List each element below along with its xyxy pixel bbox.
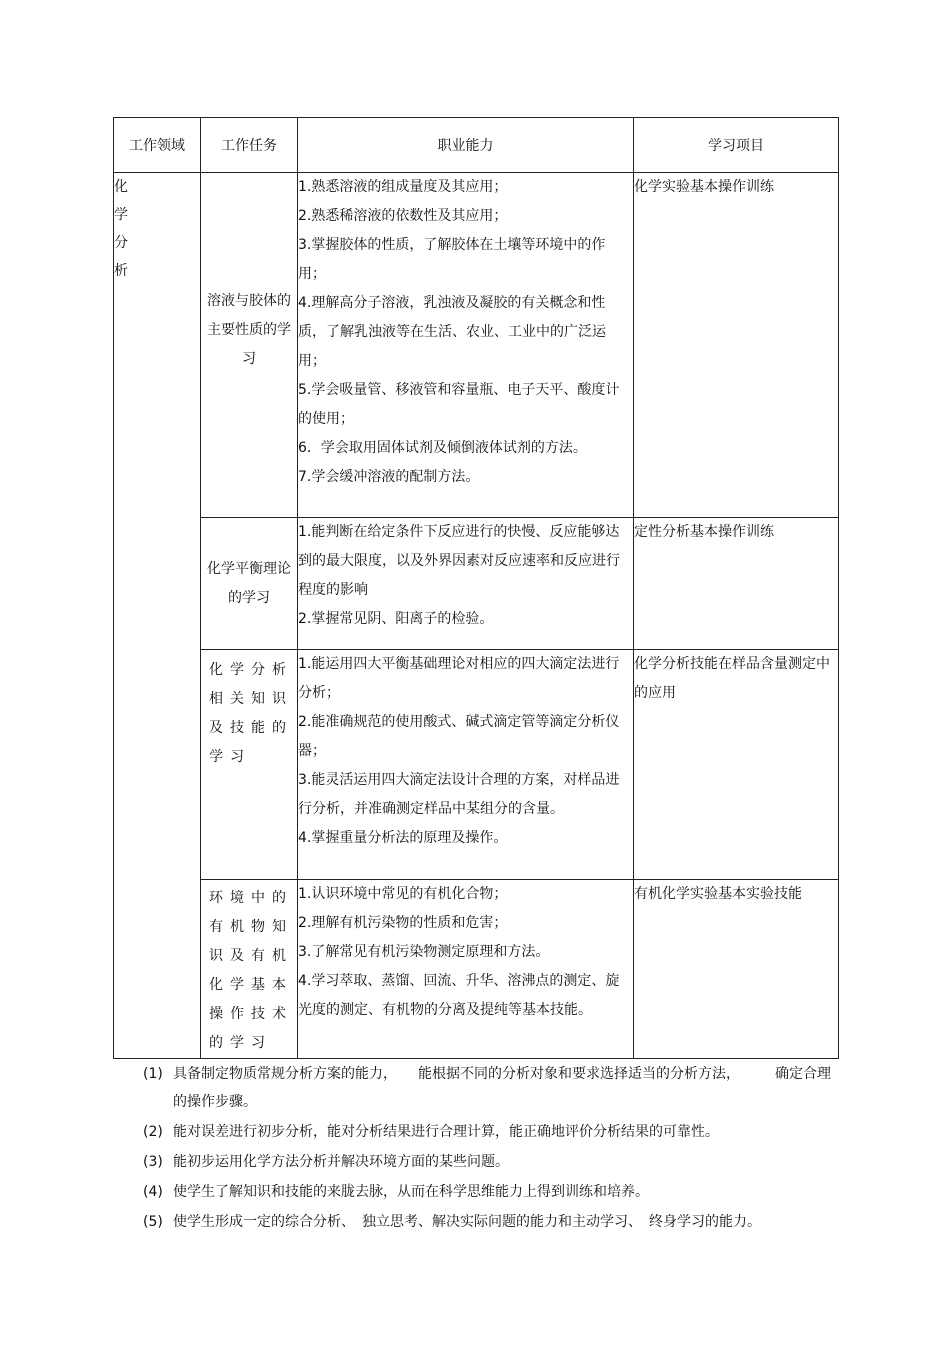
ability-cell <box>298 518 634 650</box>
ability-item: 1.认识环境中常见的有机化合物； <box>298 886 508 902</box>
table-row <box>114 173 839 518</box>
ability-item: 5.学会吸量管、移液管和容量瓶、电子天平、酸度计的使用； <box>298 382 620 427</box>
ability-item: 3.了解常见有机污染物测定原理和方法。 <box>298 944 550 960</box>
note-text: 具备制定物质常规分析方案的能力， 能根据不同的分析对象和要求选择适当的分析方法， 确定合理的操作步骤。 <box>173 1066 831 1110</box>
ability-item: 4.掌握重量分析法的原理及操作。 <box>298 830 508 846</box>
ability-item: 3.能灵活运用四大滴定法设计合理的方案，对样品进行分析，并准确测定样品中某组分的含量。 <box>298 772 620 817</box>
domain-char: 学 <box>114 207 128 223</box>
curriculum-table <box>113 117 839 1059</box>
domain-char: 分 <box>114 235 128 251</box>
project-cell: 定性分析基本操作训练 <box>634 518 839 650</box>
task-cell <box>201 518 298 650</box>
note-text: 使学生了解知识和技能的来胧去脉，从而在科学思维能力上得到训练和培养。 <box>173 1184 649 1200</box>
domain-cell <box>114 173 201 1059</box>
ability-cell <box>298 880 634 1059</box>
ability-item: 1.能判断在给定条件下反应进行的快慢、反应能够达到的最大限度，以及外界因素对反应速率和反应进行程度的影响 <box>298 524 620 598</box>
task-cell <box>201 650 298 880</box>
project-cell: 化学分析技能在样品含量测定中的应用 <box>634 650 839 880</box>
note-number: (3) <box>143 1154 163 1170</box>
note-number: (1) <box>143 1066 163 1082</box>
ability-cell <box>298 650 634 880</box>
table-row <box>114 650 839 880</box>
list-item <box>143 1148 838 1176</box>
ability-item: 2.熟悉稀溶液的依数性及其应用； <box>298 208 508 224</box>
ability-item: 2.能准确规范的使用酸式、碱式滴定管等滴定分析仪器； <box>298 714 620 759</box>
domain-char: 析 <box>114 263 128 279</box>
task-cell <box>201 173 298 518</box>
ability-item: 7.学会缓冲溶液的配制方法。 <box>298 469 480 485</box>
ability-item: 4.学习萃取、蒸馏、回流、升华、溶沸点的测定、旋光度的测定、有机物的分离及提纯等基本技能。 <box>298 973 620 1018</box>
list-item <box>143 1178 838 1206</box>
note-number: (5) <box>143 1214 163 1230</box>
header-ability: 职业能力 <box>298 118 634 173</box>
note-text: 能初步运用化学方法分析并解决环境方面的某些问题。 <box>173 1154 509 1170</box>
table-row <box>114 880 839 1059</box>
ability-item: 6．学会取用固体试剂及倾倒液体试剂的方法。 <box>298 440 587 456</box>
project-cell: 有机化学实验基本实验技能 <box>634 880 839 1059</box>
header-task: 工作任务 <box>201 118 298 173</box>
notes-list <box>143 1060 838 1238</box>
ability-item: 1.熟悉溶液的组成量度及其应用； <box>298 179 508 195</box>
list-item <box>143 1118 838 1146</box>
task-label: 化学分析相关知识及技能的学习 <box>209 662 293 765</box>
domain-char: 化 <box>114 179 128 195</box>
ability-cell <box>298 173 634 518</box>
task-label: 溶液与胶体的主要性质的学习 <box>207 293 291 367</box>
note-text: 能对误差进行初步分析，能对分析结果进行合理计算，能正确地评价分析结果的可靠性。 <box>173 1124 719 1140</box>
ability-item: 4.理解高分子溶液，乳浊液及凝胶的有关概念和性质，了解乳浊液等在生活、农业、工业中的广泛运用； <box>298 295 606 369</box>
note-text: 使学生形成一定的综合分析、 独立思考、解决实际问题的能力和主动学习、 终身学习的能力。 <box>173 1214 761 1230</box>
task-label: 环境中的有机物知识及有机化学基本操作技术的学习 <box>209 890 293 1051</box>
list-item <box>143 1060 838 1116</box>
header-domain: 工作领域 <box>114 118 201 173</box>
note-number: (4) <box>143 1184 163 1200</box>
ability-item: 2.掌握常见阴、阳离子的检验。 <box>298 611 494 627</box>
header-row <box>114 118 839 173</box>
table-row <box>114 518 839 650</box>
task-cell <box>201 880 298 1059</box>
ability-item: 3.掌握胶体的性质，了解胶体在土壤等环境中的作用； <box>298 237 606 282</box>
header-project: 学习项目 <box>634 118 839 173</box>
ability-item: 1.能运用四大平衡基础理论对相应的四大滴定法进行分析； <box>298 656 620 701</box>
project-cell: 化学实验基本操作训练 <box>634 173 839 518</box>
task-label: 化学平衡理论的学习 <box>207 560 291 606</box>
ability-item: 2.理解有机污染物的性质和危害； <box>298 915 508 931</box>
list-item <box>143 1208 838 1236</box>
note-number: (2) <box>143 1124 163 1140</box>
